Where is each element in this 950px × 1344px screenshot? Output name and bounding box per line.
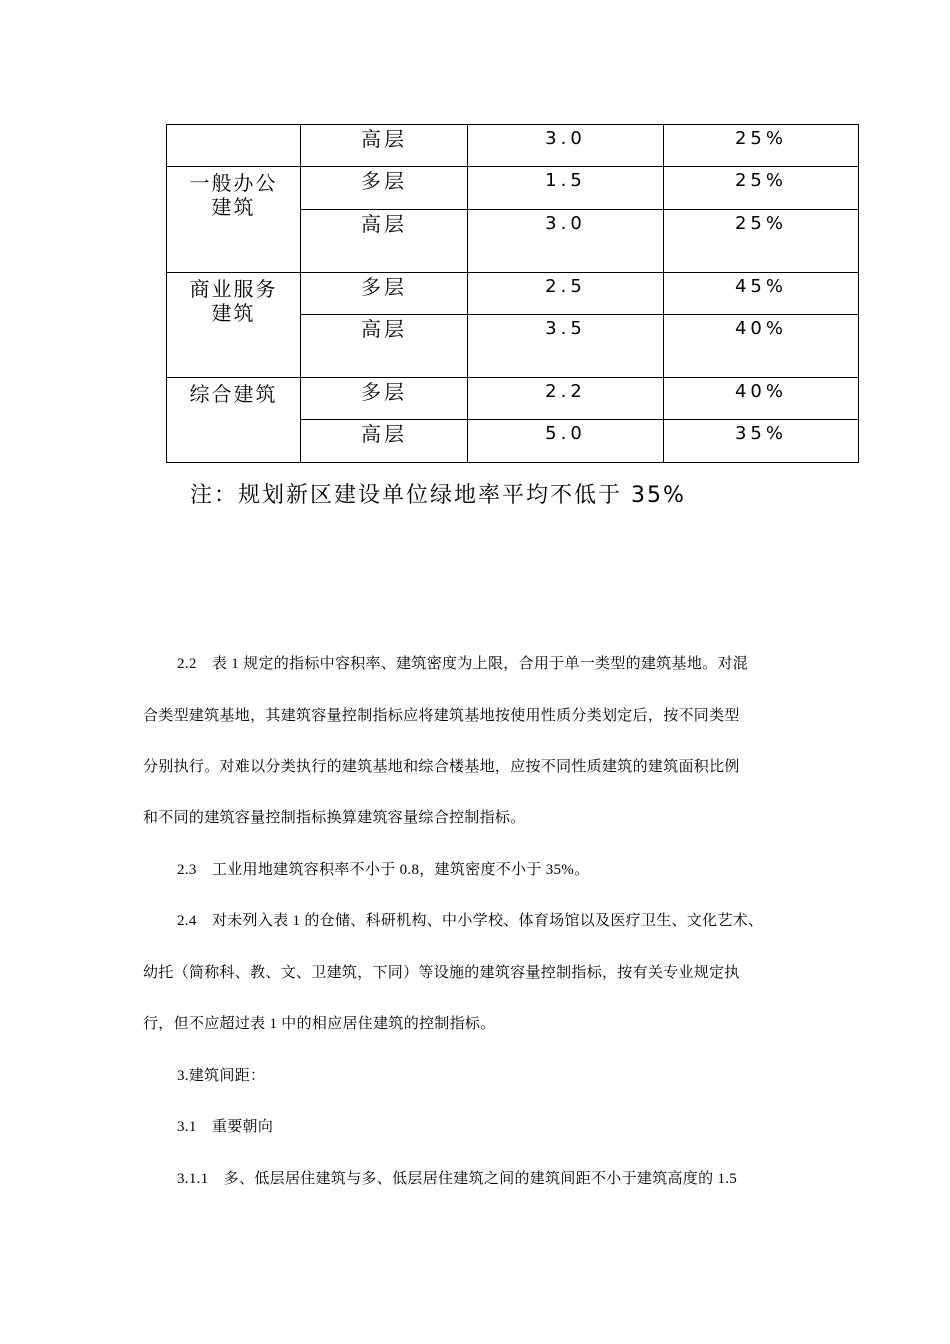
floor-type-cell: 高层 xyxy=(301,125,468,167)
category-cell xyxy=(167,125,301,167)
category-label-line: 建筑 xyxy=(211,195,256,219)
paragraph-2-3: 2.3 工业用地建筑容积率不小于 0.8，建筑密度不小于 35%。 xyxy=(177,862,590,878)
paragraph-2-2-line: 合类型建筑基地，其建筑容量控制指标应将建筑基地按使用性质分类划定后，按不同类型 xyxy=(143,708,740,724)
paragraph-2-2-line: 和不同的建筑容量控制指标换算建筑容量综合控制指标。 xyxy=(143,810,526,826)
floor-type-cell: 多层 xyxy=(301,273,468,315)
paragraph-2-4-line: 2.4 对未列入表 1 的仓储、科研机构、中小学校、体育场馆以及医疗卫生、文化艺术、 xyxy=(177,913,764,929)
density-cell: 40% xyxy=(664,315,859,378)
table-row xyxy=(167,167,859,210)
category-cell-commercial xyxy=(167,273,301,378)
density-cell: 35% xyxy=(664,420,859,463)
density-cell: 40% xyxy=(664,378,859,420)
category-cell-mixed xyxy=(167,378,301,463)
floor-type-cell: 高层 xyxy=(301,420,468,463)
building-capacity-table xyxy=(166,124,859,463)
far-cell: 5.0 xyxy=(468,420,664,463)
paragraph-3-1-1: 3.1.1 多、低层居住建筑与多、低层居住建筑之间的建筑间距不小于建筑高度的 1.5 xyxy=(177,1171,738,1187)
section-heading-3: 3.建筑间距： xyxy=(177,1068,266,1084)
density-cell: 25% xyxy=(664,167,859,210)
category-label-line: 一般办公 xyxy=(189,171,278,195)
far-cell: 2.5 xyxy=(468,273,664,315)
density-cell: 25% xyxy=(664,125,859,167)
paragraph-2-2-line: 2.2 表 1 规定的指标中容积率、建筑密度为上限，合用于单一类型的建筑基地。对混 xyxy=(177,656,749,672)
floor-type-cell: 高层 xyxy=(301,210,468,273)
category-label-line: 综合建筑 xyxy=(189,382,278,406)
far-cell: 1.5 xyxy=(468,167,664,210)
section-heading-3-1: 3.1 重要朝向 xyxy=(177,1119,274,1135)
far-cell: 3.0 xyxy=(468,210,664,273)
density-cell: 45% xyxy=(664,273,859,315)
far-cell: 3.0 xyxy=(468,125,664,167)
table-row xyxy=(167,273,859,315)
floor-type-cell: 多层 xyxy=(301,167,468,210)
table-row xyxy=(167,378,859,420)
paragraph-2-2-line: 分别执行。对难以分类执行的建筑基地和综合楼基地，应按不同性质建筑的建筑面积比例 xyxy=(143,759,740,775)
far-cell: 2.2 xyxy=(468,378,664,420)
category-label-line: 建筑 xyxy=(211,301,256,325)
paragraph-2-4-line: 幼托（简称科、教、文、卫建筑，下同）等设施的建筑容量控制指标，按有关专业规定执 xyxy=(143,965,740,981)
floor-type-cell: 多层 xyxy=(301,378,468,420)
floor-type-cell: 高层 xyxy=(301,315,468,378)
category-label-line: 商业服务 xyxy=(189,277,278,301)
table-note: 注：规划新区建设单位绿地率平均不低于 35% xyxy=(190,483,686,508)
far-cell: 3.5 xyxy=(468,315,664,378)
density-cell: 25% xyxy=(664,210,859,273)
category-cell-office xyxy=(167,167,301,273)
paragraph-2-4-line: 行，但不应超过表 1 中的相应居住建筑的控制指标。 xyxy=(143,1016,496,1032)
table-row xyxy=(167,125,859,167)
